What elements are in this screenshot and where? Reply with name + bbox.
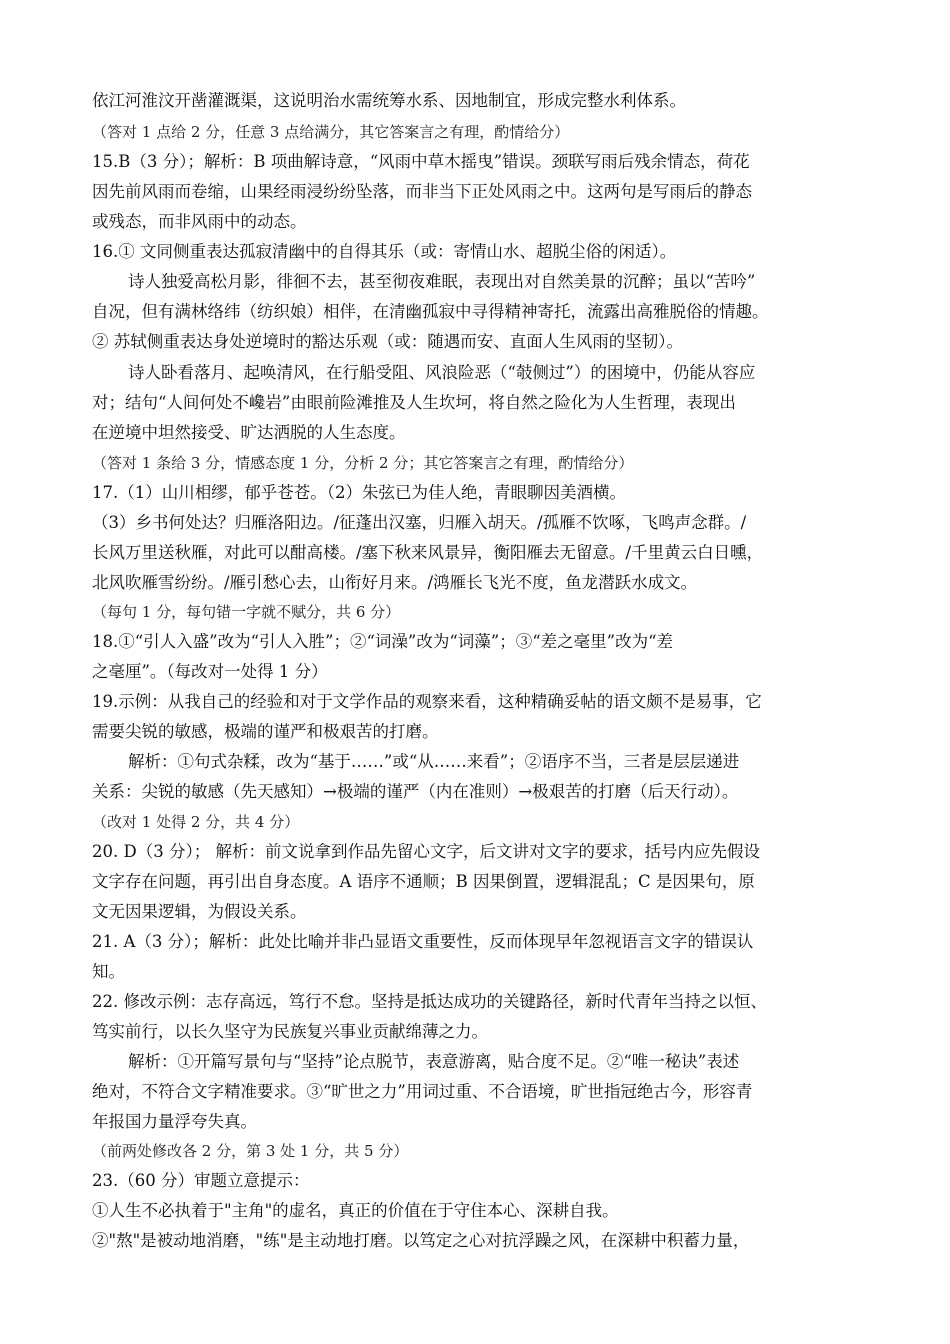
answer-23: 23.（60 分）审题立意提示：: [92, 1171, 310, 1190]
scoring-note: （改对 1 处得 2 分，共 4 分）: [92, 813, 300, 831]
text-line: ② 苏轼侧重表达身处逆境时的豁达乐观（或：随遇而安、直面人生风雨的坚韧）。: [92, 332, 683, 351]
text-line: 关系：尖锐的敏感（先天感知）→极端的谨严（内在准则）→极艰苦的打磨（后天行动）。: [92, 782, 739, 801]
answer-17: 17.（1）山川相缪，郁乎苍苍。（2）朱弦已为佳人绝，青眼聊因美酒横。: [92, 483, 626, 502]
answer-22: 22. 修改示例：志存高远，笃行不怠。坚持是抵达成功的关键路径，新时代青年当持之以恒、: [92, 992, 767, 1011]
answer-19: 19.示例：从我自己的经验和对于文学作品的观察来看，这种精确妥帖的语文颇不是易事，它: [92, 692, 762, 711]
text-line: 知。: [92, 962, 125, 981]
text-line: 对；结句“人间何处不巉岩”由眼前险滩推及人生坎坷，将自然之险化为人生哲理，表现出: [92, 393, 736, 412]
answer-21: 21. A（3 分）；解析：此处比喻并非凸显语文重要性，反而体现早年忽视语言文字的错误认: [92, 932, 754, 951]
text-line: 文字存在问题，再引出自身态度。A 语序不通顺；B 因果倒置，逻辑混乱；C 是因果句，原: [92, 872, 755, 891]
answer-18: 18.①“引人入盛”改为“引人入胜”；②“词澡”改为“词藻”；③“差之毫里”改为“差: [92, 632, 674, 651]
text-line: 年报国力量浮夸失真。: [92, 1112, 257, 1131]
text-line: 依江河淮汶开凿灌溉渠，这说明治水需统筹水系、因地制宜，形成完整水利体系。: [92, 91, 686, 110]
scoring-note: （答对 1 条给 3 分，情感态度 1 分，分析 2 分；其它答案言之有理，酌情给分）: [92, 454, 634, 472]
text-line: （3）乡书何处达？归雁洛阳边。/征蓬出汉塞，归雁入胡天。/孤雁不饮啄，飞鸣声念群。/: [92, 513, 747, 532]
text-line: 解析：①句式杂糅，改为“基于……”或“从……来看”；②语序不当，三者是层层递进: [128, 752, 740, 771]
text-line: 绝对，不符合文字精准要求。③“旷世之力”用词过重、不合语境，旷世指冠绝古今，形容青: [92, 1082, 753, 1101]
text-line: ②"熬"是被动地消磨，"练"是主动地打磨。以笃定之心对抗浮躁之风，在深耕中积蓄力量，: [92, 1231, 750, 1250]
answer-20: 20. D（3 分）； 解析：前文说拿到作品先留心文字，后文讲对文字的要求，括号内应先假设: [92, 842, 760, 861]
answer-15: 15.B（3 分）；解析：B 项曲解诗意，“风雨中草木摇曳”错误。颈联写雨后残余情态，荷花: [92, 152, 750, 171]
text-line: 笃实前行，以长久坚守为民族复兴事业贡献绵薄之力。: [92, 1022, 488, 1041]
text-line: 之毫厘”。（每改对一处得 1 分）: [92, 662, 328, 681]
scoring-note: （前两处修改各 2 分，第 3 处 1 分，共 5 分）: [92, 1142, 409, 1160]
text-line: 北风吹雁雪纷纷。/雁引愁心去，山衔好月来。/鸿雁长飞光不度，鱼龙潜跃水成文。: [92, 573, 698, 592]
text-line: 自况，但有满林络纬（纺织娘）相伴，在清幽孤寂中寻得精神寄托，流露出高雅脱俗的情趣。: [92, 302, 769, 321]
text-line: 或残态，而非风雨中的动态。: [92, 212, 307, 231]
scoring-note: （每句 1 分，每句错一字就不赋分，共 6 分）: [92, 603, 401, 621]
text-line: 长风万里送秋雁，对此可以酣高楼。/塞下秋来风景异，衡阳雁去无留意。/千里黄云白日曛，: [92, 543, 764, 562]
text-line: 因先前风雨而卷缩，山果经雨浸纷纷坠落，而非当下正处风雨之中。这两句是写雨后的静态: [92, 182, 752, 201]
text-line: ①人生不必执着于"主角"的虚名，真正的价值在于守住本心、深耕自我。: [92, 1201, 619, 1220]
text-line: 在逆境中坦然接受、旷达洒脱的人生态度。: [92, 423, 406, 442]
text-line: 诗人卧看落月、起唤清风，在行船受阻、风浪险恶（“攲侧过”）的困境中，仍能从容应: [128, 363, 756, 382]
scoring-note: （答对 1 点给 2 分，任意 3 点给满分，其它答案言之有理，酌情给分）: [92, 123, 570, 141]
text-line: 需要尖锐的敏感，极端的谨严和极艰苦的打磨。: [92, 722, 439, 741]
answer-16: 16.① 文同侧重表达孤寂清幽中的自得其乐（或：寄情山水、超脱尘俗的闲适）。: [92, 242, 677, 261]
text-line: 解析：①开篇写景句与“坚持”论点脱节，表意游离，贴合度不足。②“唯一秘诀”表述: [128, 1052, 740, 1071]
text-line: 诗人独爱高松月影，徘徊不去，甚至彻夜难眠，表现出对自然美景的沉醉；虽以“苦吟”: [128, 272, 756, 291]
text-line: 文无因果逻辑，为假设关系。: [92, 902, 307, 921]
